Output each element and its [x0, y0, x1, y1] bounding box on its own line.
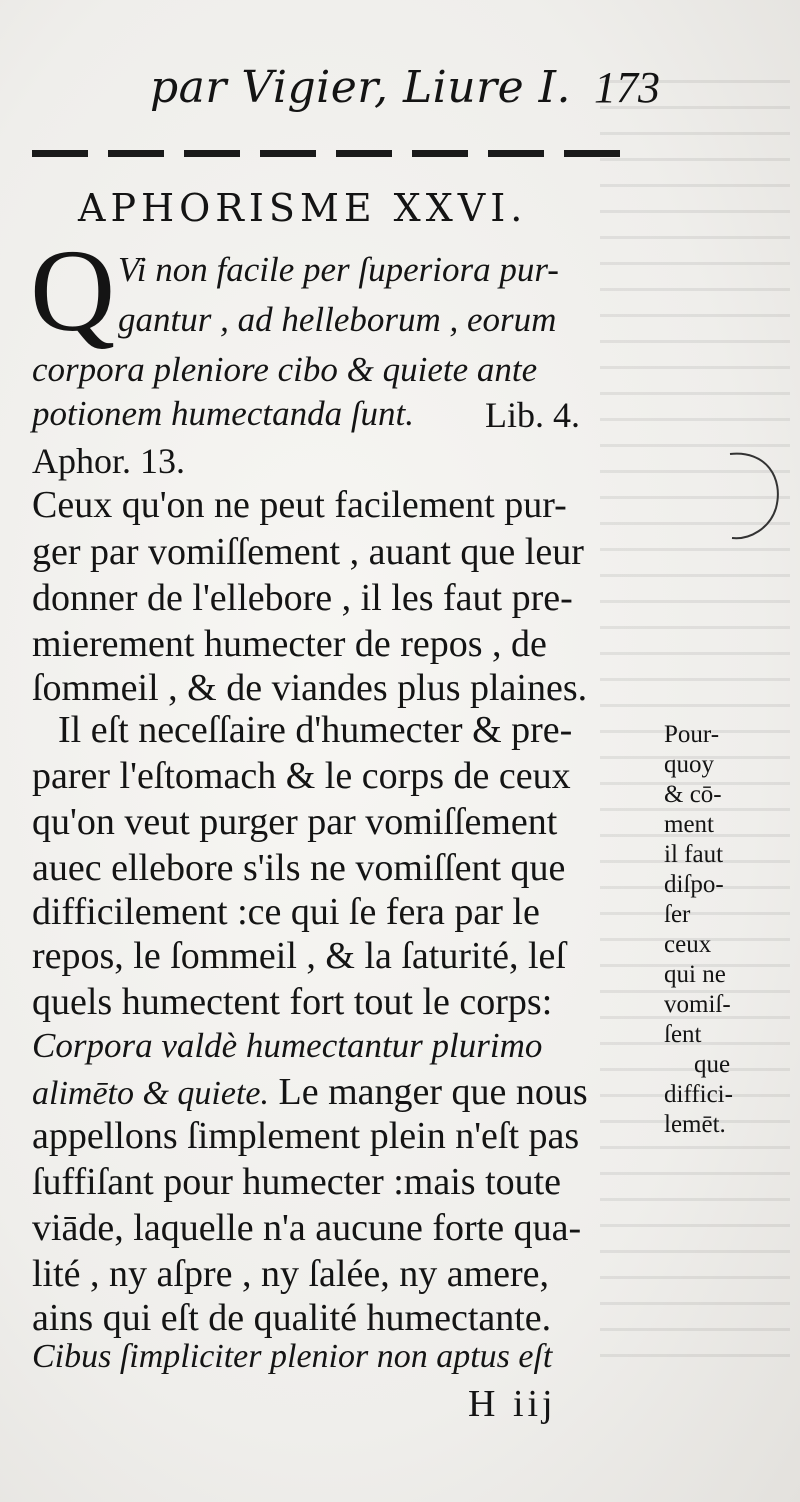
- margin-note-line: & cō-: [664, 781, 722, 808]
- margin-note: [664, 720, 774, 1140]
- margin-note-line: ſer: [664, 901, 691, 928]
- translation-line: mierement humecter de repos , de: [32, 623, 547, 665]
- signature-mark: H iij: [468, 1383, 557, 1425]
- margin-note-line: diffici-: [664, 1081, 733, 1108]
- commentary-line: ſuffiſant pour humecter :mais toute: [32, 1161, 562, 1203]
- commentary-line: lité , ny aſpre , ny ſalée, ny amere,: [32, 1253, 550, 1295]
- margin-note-line: lemēt.: [664, 1111, 726, 1138]
- commentary-mixed-line: [32, 1070, 588, 1114]
- margin-note-line: que: [694, 1051, 731, 1078]
- commentary-line: qu'on veut purger par vomiſſement: [32, 801, 558, 843]
- margin-note-line: ſent: [664, 1021, 702, 1048]
- running-head: par Vigier, Liure I.: [150, 62, 571, 113]
- aphorism-title: APHORISME XXVI.: [78, 186, 528, 230]
- latin-line: corpora pleniore cibo & quiete ante: [32, 350, 538, 389]
- commentary-latin-line: Cibus ſimpliciter plenior non aptus eſt: [32, 1338, 553, 1375]
- margin-note-line: il faut: [664, 841, 724, 868]
- commentary-line: appellons ſimplement plein n'eſt pas: [32, 1115, 580, 1157]
- translation-line: ſommeil , & de viandes plus plaines.: [32, 667, 588, 709]
- drop-capital: Q: [30, 225, 116, 356]
- commentary-latin-line: Corpora valdè humectantur plurimo: [32, 1026, 543, 1065]
- translation-line: ger par vomiſſement , auant que leur: [32, 531, 584, 573]
- page-curl-mark: [726, 448, 786, 544]
- translation-line: donner de l'ellebore , il les faut pre-: [32, 577, 573, 619]
- page-number: 173: [594, 63, 660, 112]
- commentary-line: repos, le ſommeil , & la ſaturité, leſ: [32, 935, 566, 977]
- commentary-line: Il eſt neceſſaire d'humecter & pre-: [58, 709, 573, 751]
- commentary-french-fragment: Le manger que nous: [269, 1071, 588, 1113]
- commentary-line: parer l'eſtomach & le corps de ceux: [32, 755, 571, 797]
- commentary-line: auec ellebore s'ils ne vomiſſent que: [32, 847, 566, 889]
- margin-note-line: quoy: [664, 751, 714, 778]
- commentary-latin-fragment: alimēto & quiete.: [32, 1075, 270, 1112]
- aphorism-reference-line: Aphor. 13.: [32, 441, 185, 481]
- latin-line: potionem humectanda ſunt.: [32, 394, 415, 433]
- aphorism-reference: Lib. 4.: [485, 395, 580, 435]
- margin-note-line: diſpo-: [664, 871, 724, 898]
- header-rule: [32, 150, 620, 160]
- margin-note-line: Pour-: [664, 721, 720, 748]
- latin-line: Vi non facile per ſuperiora pur-: [118, 250, 559, 289]
- page-header: [150, 62, 660, 122]
- margin-note-line: vomiſ-: [664, 991, 731, 1018]
- latin-line: gantur , ad helleborum , eorum: [118, 300, 557, 339]
- commentary-line: ains qui eſt de qualité humectante.: [32, 1297, 552, 1339]
- translation-line: Ceux qu'on ne peut facilement pur-: [32, 484, 567, 526]
- commentary-line: quels humectent fort tout le corps:: [32, 981, 553, 1023]
- commentary-line: viāde, laquelle n'a aucune forte qua-: [32, 1207, 582, 1249]
- margin-note-line: ceux: [664, 931, 712, 958]
- commentary-line: difficilement :ce qui ſe fera par le: [32, 891, 540, 933]
- margin-note-line: qui ne: [664, 961, 726, 988]
- margin-note-line: ment: [664, 811, 714, 838]
